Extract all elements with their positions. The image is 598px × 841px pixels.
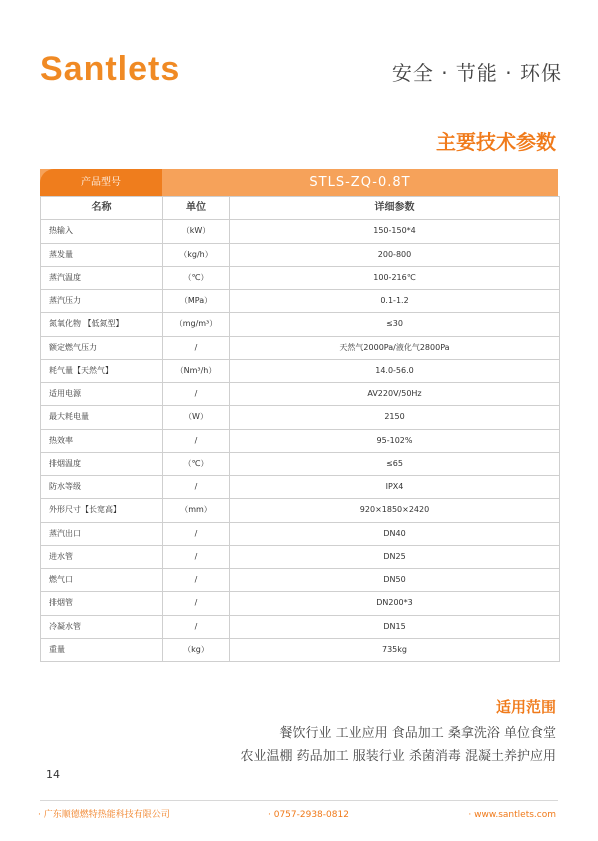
spec-name-cell: 蒸汽温度 bbox=[41, 266, 163, 289]
spec-unit-cell: （℃） bbox=[163, 452, 230, 475]
model-label: 产品型号 bbox=[40, 169, 162, 196]
table-row bbox=[41, 359, 560, 382]
spec-unit-cell: （W） bbox=[163, 406, 230, 429]
spec-name-cell: 热输入 bbox=[41, 220, 163, 243]
brand-logo: Santlets bbox=[40, 50, 181, 88]
spec-name-cell: 蒸汽压力 bbox=[41, 290, 163, 313]
spec-param-cell: 天然气2000Pa/液化气2800Pa bbox=[230, 336, 560, 359]
spec-unit-cell: （kW） bbox=[163, 220, 230, 243]
spec-param-cell: 100-216℃ bbox=[230, 266, 560, 289]
spec-unit-cell: / bbox=[163, 615, 230, 638]
spec-param-cell: ≤30 bbox=[230, 313, 560, 336]
spec-name-cell: 排烟管 bbox=[41, 592, 163, 615]
spec-unit-cell: （℃） bbox=[163, 266, 230, 289]
applications-title: 适用范围 bbox=[495, 698, 556, 716]
spec-param-cell: DN40 bbox=[230, 522, 560, 545]
spec-name-cell: 燃气口 bbox=[41, 569, 163, 592]
spec-param-cell: AV220V/50Hz bbox=[230, 383, 560, 406]
spec-unit-cell: （kg/h） bbox=[163, 243, 230, 266]
footer-phone: · 0757-2938-0812 bbox=[268, 810, 349, 820]
header-param: 详细参数 bbox=[230, 197, 560, 220]
spec-name-cell: 蒸汽出口 bbox=[41, 522, 163, 545]
brand-slogan: 安全 · 节能 · 环保 bbox=[391, 61, 562, 85]
footer-company: · 广东顺德燃特热能科技有限公司 bbox=[38, 810, 170, 820]
spec-param-cell: ≤65 bbox=[230, 452, 560, 475]
spec-param-cell: 0.1-1.2 bbox=[230, 290, 560, 313]
table-row bbox=[41, 266, 560, 289]
table-row bbox=[41, 429, 560, 452]
spec-param-cell: 95-102% bbox=[230, 429, 560, 452]
spec-name-cell: 进水管 bbox=[41, 545, 163, 568]
spec-unit-cell: （mm） bbox=[163, 499, 230, 522]
spec-param-cell: DN50 bbox=[230, 569, 560, 592]
table-row bbox=[41, 569, 560, 592]
spec-param-cell: 200-800 bbox=[230, 243, 560, 266]
spec-name-cell: 热效率 bbox=[41, 429, 163, 452]
model-bar bbox=[40, 169, 558, 196]
spec-unit-cell: / bbox=[163, 592, 230, 615]
spec-name-cell: 冷凝水管 bbox=[41, 615, 163, 638]
table-row bbox=[41, 638, 560, 661]
spec-param-cell: 920×1850×2420 bbox=[230, 499, 560, 522]
footer-divider bbox=[40, 800, 558, 801]
model-name: STLS-ZQ-0.8T bbox=[309, 175, 411, 190]
spec-name-cell: 防水等级 bbox=[41, 476, 163, 499]
table-row bbox=[41, 220, 560, 243]
spec-param-cell: 2150 bbox=[230, 406, 560, 429]
page-number: 14 bbox=[46, 768, 60, 781]
table-row bbox=[41, 615, 560, 638]
section-title: 主要技术参数 bbox=[436, 130, 556, 154]
spec-param-cell: DN200*3 bbox=[230, 592, 560, 615]
table-row bbox=[41, 522, 560, 545]
spec-name-cell: 蒸发量 bbox=[41, 243, 163, 266]
spec-name-cell: 耗气量【天然气】 bbox=[41, 359, 163, 382]
spec-name-cell: 氮氧化物 【低氮型】 bbox=[41, 313, 163, 336]
table-row bbox=[41, 592, 560, 615]
spec-unit-cell: （kg） bbox=[163, 638, 230, 661]
spec-unit-cell: / bbox=[163, 336, 230, 359]
spec-unit-cell: （MPa） bbox=[163, 290, 230, 313]
table-row bbox=[41, 406, 560, 429]
table-row bbox=[41, 336, 560, 359]
spec-param-cell: DN15 bbox=[230, 615, 560, 638]
header-name: 名称 bbox=[41, 197, 163, 220]
table-row bbox=[41, 545, 560, 568]
spec-param-cell: 735kg bbox=[230, 638, 560, 661]
spec-name-cell: 排烟温度 bbox=[41, 452, 163, 475]
spec-param-cell: 14.0-56.0 bbox=[230, 359, 560, 382]
spec-unit-cell: / bbox=[163, 383, 230, 406]
spec-table-header bbox=[41, 197, 560, 220]
header-unit: 单位 bbox=[163, 197, 230, 220]
table-row bbox=[41, 313, 560, 336]
table-row bbox=[41, 383, 560, 406]
table-row bbox=[41, 476, 560, 499]
spec-param-cell: 150-150*4 bbox=[230, 220, 560, 243]
spec-unit-cell: / bbox=[163, 545, 230, 568]
spec-unit-cell: / bbox=[163, 569, 230, 592]
spec-name-cell: 外形尺寸【长宽高】 bbox=[41, 499, 163, 522]
spec-name-cell: 最大耗电量 bbox=[41, 406, 163, 429]
spec-param-cell: IPX4 bbox=[230, 476, 560, 499]
table-row bbox=[41, 452, 560, 475]
spec-unit-cell: / bbox=[163, 522, 230, 545]
spec-unit-cell: （mg/m³） bbox=[163, 313, 230, 336]
spec-table bbox=[40, 196, 560, 662]
spec-unit-cell: / bbox=[163, 429, 230, 452]
table-row bbox=[41, 290, 560, 313]
spec-param-cell: DN25 bbox=[230, 545, 560, 568]
applications-line-2: 农业温棚 药品加工 服装行业 杀菌消毒 混凝土养护应用 bbox=[240, 749, 556, 764]
footer-website[interactable]: · www.santlets.com bbox=[468, 810, 556, 820]
applications-line-1: 餐饮行业 工业应用 食品加工 桑拿洗浴 单位食堂 bbox=[279, 726, 556, 741]
table-row bbox=[41, 499, 560, 522]
spec-name-cell: 额定燃气压力 bbox=[41, 336, 163, 359]
spec-name-cell: 适用电源 bbox=[41, 383, 163, 406]
spec-unit-cell: / bbox=[163, 476, 230, 499]
spec-unit-cell: （Nm³/h） bbox=[163, 359, 230, 382]
spec-name-cell: 重量 bbox=[41, 638, 163, 661]
table-row bbox=[41, 243, 560, 266]
